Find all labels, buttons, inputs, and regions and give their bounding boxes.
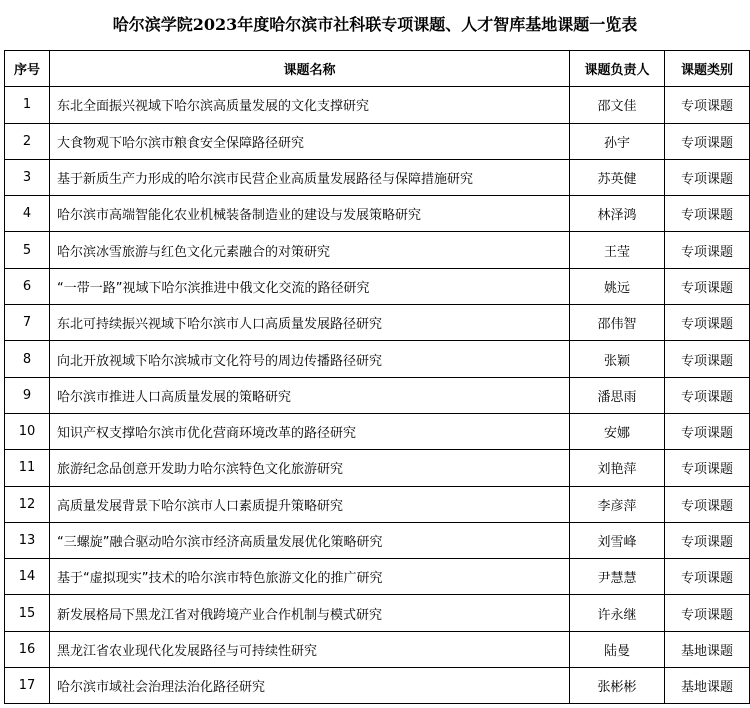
row-topic: 知识产权支撑哈尔滨市优化营商环境改革的路径研究 bbox=[50, 413, 570, 449]
row-leader: 李彦萍 bbox=[570, 486, 665, 522]
row-leader: 张彬彬 bbox=[570, 668, 665, 704]
row-category: 专项课题 bbox=[665, 522, 750, 558]
row-leader: 尹慧慧 bbox=[570, 559, 665, 595]
row-leader: 陆曼 bbox=[570, 631, 665, 667]
row-topic: “三螺旋”融合驱动哈尔滨市经济高质量发展优化策略研究 bbox=[50, 522, 570, 558]
row-category: 专项课题 bbox=[665, 595, 750, 631]
row-category: 专项课题 bbox=[665, 268, 750, 304]
table-row bbox=[5, 341, 750, 377]
table-row bbox=[5, 486, 750, 522]
row-num: 10 bbox=[5, 413, 50, 449]
row-category: 专项课题 bbox=[665, 413, 750, 449]
row-category: 基地课题 bbox=[665, 631, 750, 667]
row-category: 基地课题 bbox=[665, 668, 750, 704]
row-num: 16 bbox=[5, 631, 50, 667]
row-category: 专项课题 bbox=[665, 486, 750, 522]
row-topic: 向北开放视域下哈尔滨城市文化符号的周边传播路径研究 bbox=[50, 341, 570, 377]
row-topic: 旅游纪念品创意开发助力哈尔滨特色文化旅游研究 bbox=[50, 450, 570, 486]
table-row bbox=[5, 668, 750, 704]
table-row bbox=[5, 159, 750, 195]
row-leader: 邵文佳 bbox=[570, 87, 665, 123]
row-num: 2 bbox=[5, 123, 50, 159]
row-num: 8 bbox=[5, 341, 50, 377]
row-category: 专项课题 bbox=[665, 341, 750, 377]
row-num: 6 bbox=[5, 268, 50, 304]
table-row bbox=[5, 595, 750, 631]
row-category: 专项课题 bbox=[665, 377, 750, 413]
table-row bbox=[5, 268, 750, 304]
row-topic: 高质量发展背景下哈尔滨市人口素质提升策略研究 bbox=[50, 486, 570, 522]
row-category: 专项课题 bbox=[665, 196, 750, 232]
table-row bbox=[5, 232, 750, 268]
row-category: 专项课题 bbox=[665, 450, 750, 486]
row-num: 7 bbox=[5, 305, 50, 341]
row-category: 专项课题 bbox=[665, 305, 750, 341]
row-num: 17 bbox=[5, 668, 50, 704]
row-leader: 张颖 bbox=[570, 341, 665, 377]
row-topic: 哈尔滨市域社会治理法治化路径研究 bbox=[50, 668, 570, 704]
table-row bbox=[5, 87, 750, 123]
row-category: 专项课题 bbox=[665, 159, 750, 195]
table-row bbox=[5, 631, 750, 667]
table-row bbox=[5, 450, 750, 486]
row-topic: 东北可持续振兴视域下哈尔滨市人口高质量发展路径研究 bbox=[50, 305, 570, 341]
document-title: 哈尔滨学院2023年度哈尔滨市社科联专项课题、人才智库基地课题一览表 bbox=[112, 15, 638, 34]
row-topic: 哈尔滨市高端智能化农业机械装备制造业的建设与发展策略研究 bbox=[50, 196, 570, 232]
table-row bbox=[5, 559, 750, 595]
row-topic: 哈尔滨冰雪旅游与红色文化元素融合的对策研究 bbox=[50, 232, 570, 268]
row-num: 1 bbox=[5, 87, 50, 123]
row-leader: 刘雪峰 bbox=[570, 522, 665, 558]
row-topic: 东北全面振兴视域下哈尔滨高质量发展的文化支撑研究 bbox=[50, 87, 570, 123]
row-num: 11 bbox=[5, 450, 50, 486]
table-body bbox=[5, 87, 750, 704]
table-row bbox=[5, 377, 750, 413]
table-row bbox=[5, 123, 750, 159]
row-leader: 林泽鸿 bbox=[570, 196, 665, 232]
table-row bbox=[5, 305, 750, 341]
table-row bbox=[5, 413, 750, 449]
header-topic: 课题名称 bbox=[50, 51, 570, 87]
row-category: 专项课题 bbox=[665, 123, 750, 159]
row-leader: 刘艳萍 bbox=[570, 450, 665, 486]
row-num: 9 bbox=[5, 377, 50, 413]
row-leader: 潘思雨 bbox=[570, 377, 665, 413]
header-leader: 课题负责人 bbox=[570, 51, 665, 87]
row-leader: 邵伟智 bbox=[570, 305, 665, 341]
table-row bbox=[5, 522, 750, 558]
header-category: 课题类别 bbox=[665, 51, 750, 87]
row-num: 15 bbox=[5, 595, 50, 631]
row-topic: 基于“虚拟现实”技术的哈尔滨市特色旅游文化的推广研究 bbox=[50, 559, 570, 595]
row-topic: “一带一路”视域下哈尔滨推进中俄文化交流的路径研究 bbox=[50, 268, 570, 304]
row-category: 专项课题 bbox=[665, 559, 750, 595]
row-topic: 哈尔滨市推进人口高质量发展的策略研究 bbox=[50, 377, 570, 413]
header-num: 序号 bbox=[5, 51, 50, 87]
row-leader: 苏英健 bbox=[570, 159, 665, 195]
table-header-row bbox=[5, 51, 750, 87]
row-topic: 新发展格局下黑龙江省对俄跨境产业合作机制与模式研究 bbox=[50, 595, 570, 631]
topics-table bbox=[4, 50, 750, 704]
row-category: 专项课题 bbox=[665, 87, 750, 123]
row-num: 13 bbox=[5, 522, 50, 558]
row-topic: 黑龙江省农业现代化发展路径与可持续性研究 bbox=[50, 631, 570, 667]
table-row bbox=[5, 196, 750, 232]
row-num: 14 bbox=[5, 559, 50, 595]
row-leader: 姚远 bbox=[570, 268, 665, 304]
row-category: 专项课题 bbox=[665, 232, 750, 268]
row-num: 5 bbox=[5, 232, 50, 268]
row-leader: 许永继 bbox=[570, 595, 665, 631]
row-topic: 基于新质生产力形成的哈尔滨市民营企业高质量发展路径与保障措施研究 bbox=[50, 159, 570, 195]
row-topic: 大食物观下哈尔滨市粮食安全保障路径研究 bbox=[50, 123, 570, 159]
row-num: 12 bbox=[5, 486, 50, 522]
row-leader: 孙宇 bbox=[570, 123, 665, 159]
row-leader: 王莹 bbox=[570, 232, 665, 268]
row-leader: 安娜 bbox=[570, 413, 665, 449]
row-num: 4 bbox=[5, 196, 50, 232]
row-num: 3 bbox=[5, 159, 50, 195]
